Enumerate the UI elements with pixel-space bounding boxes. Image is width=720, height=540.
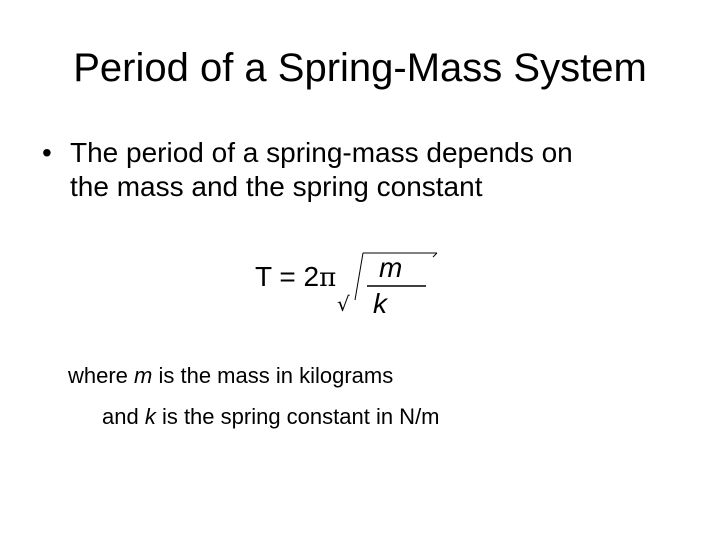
explanation-2-variable: k — [144, 404, 156, 429]
bullet-marker: • — [42, 137, 52, 168]
explanation-2-prefix: and — [102, 404, 145, 429]
explanation-1-suffix: is the mass in kilograms — [152, 363, 394, 388]
pi-symbol: π — [319, 263, 337, 293]
radical-sign: √ — [337, 292, 350, 316]
bullet-text-line-2: the mass and the spring constant — [70, 171, 483, 202]
fraction-denominator: k — [373, 288, 387, 319]
fraction-numerator: m — [379, 252, 403, 283]
slide-title: Period of a Spring-Mass System — [73, 46, 647, 90]
explanation-line-1 — [68, 362, 393, 390]
explanation-1-prefix: where — [68, 363, 135, 388]
radical-stroke — [355, 253, 363, 300]
bullet-text — [70, 136, 680, 204]
radical-overline-tick — [433, 253, 437, 257]
radical-lines — [255, 248, 455, 328]
bullet-text-line-1: The period of a spring-mass depends on — [70, 137, 573, 168]
formula-lhs-text: T = 2 — [255, 261, 320, 292]
explanation-2-suffix: is the spring constant in N/m — [155, 404, 440, 429]
explanation-1-variable: m — [134, 363, 153, 388]
explanation-line-2 — [102, 403, 440, 431]
period-formula — [255, 248, 455, 328]
